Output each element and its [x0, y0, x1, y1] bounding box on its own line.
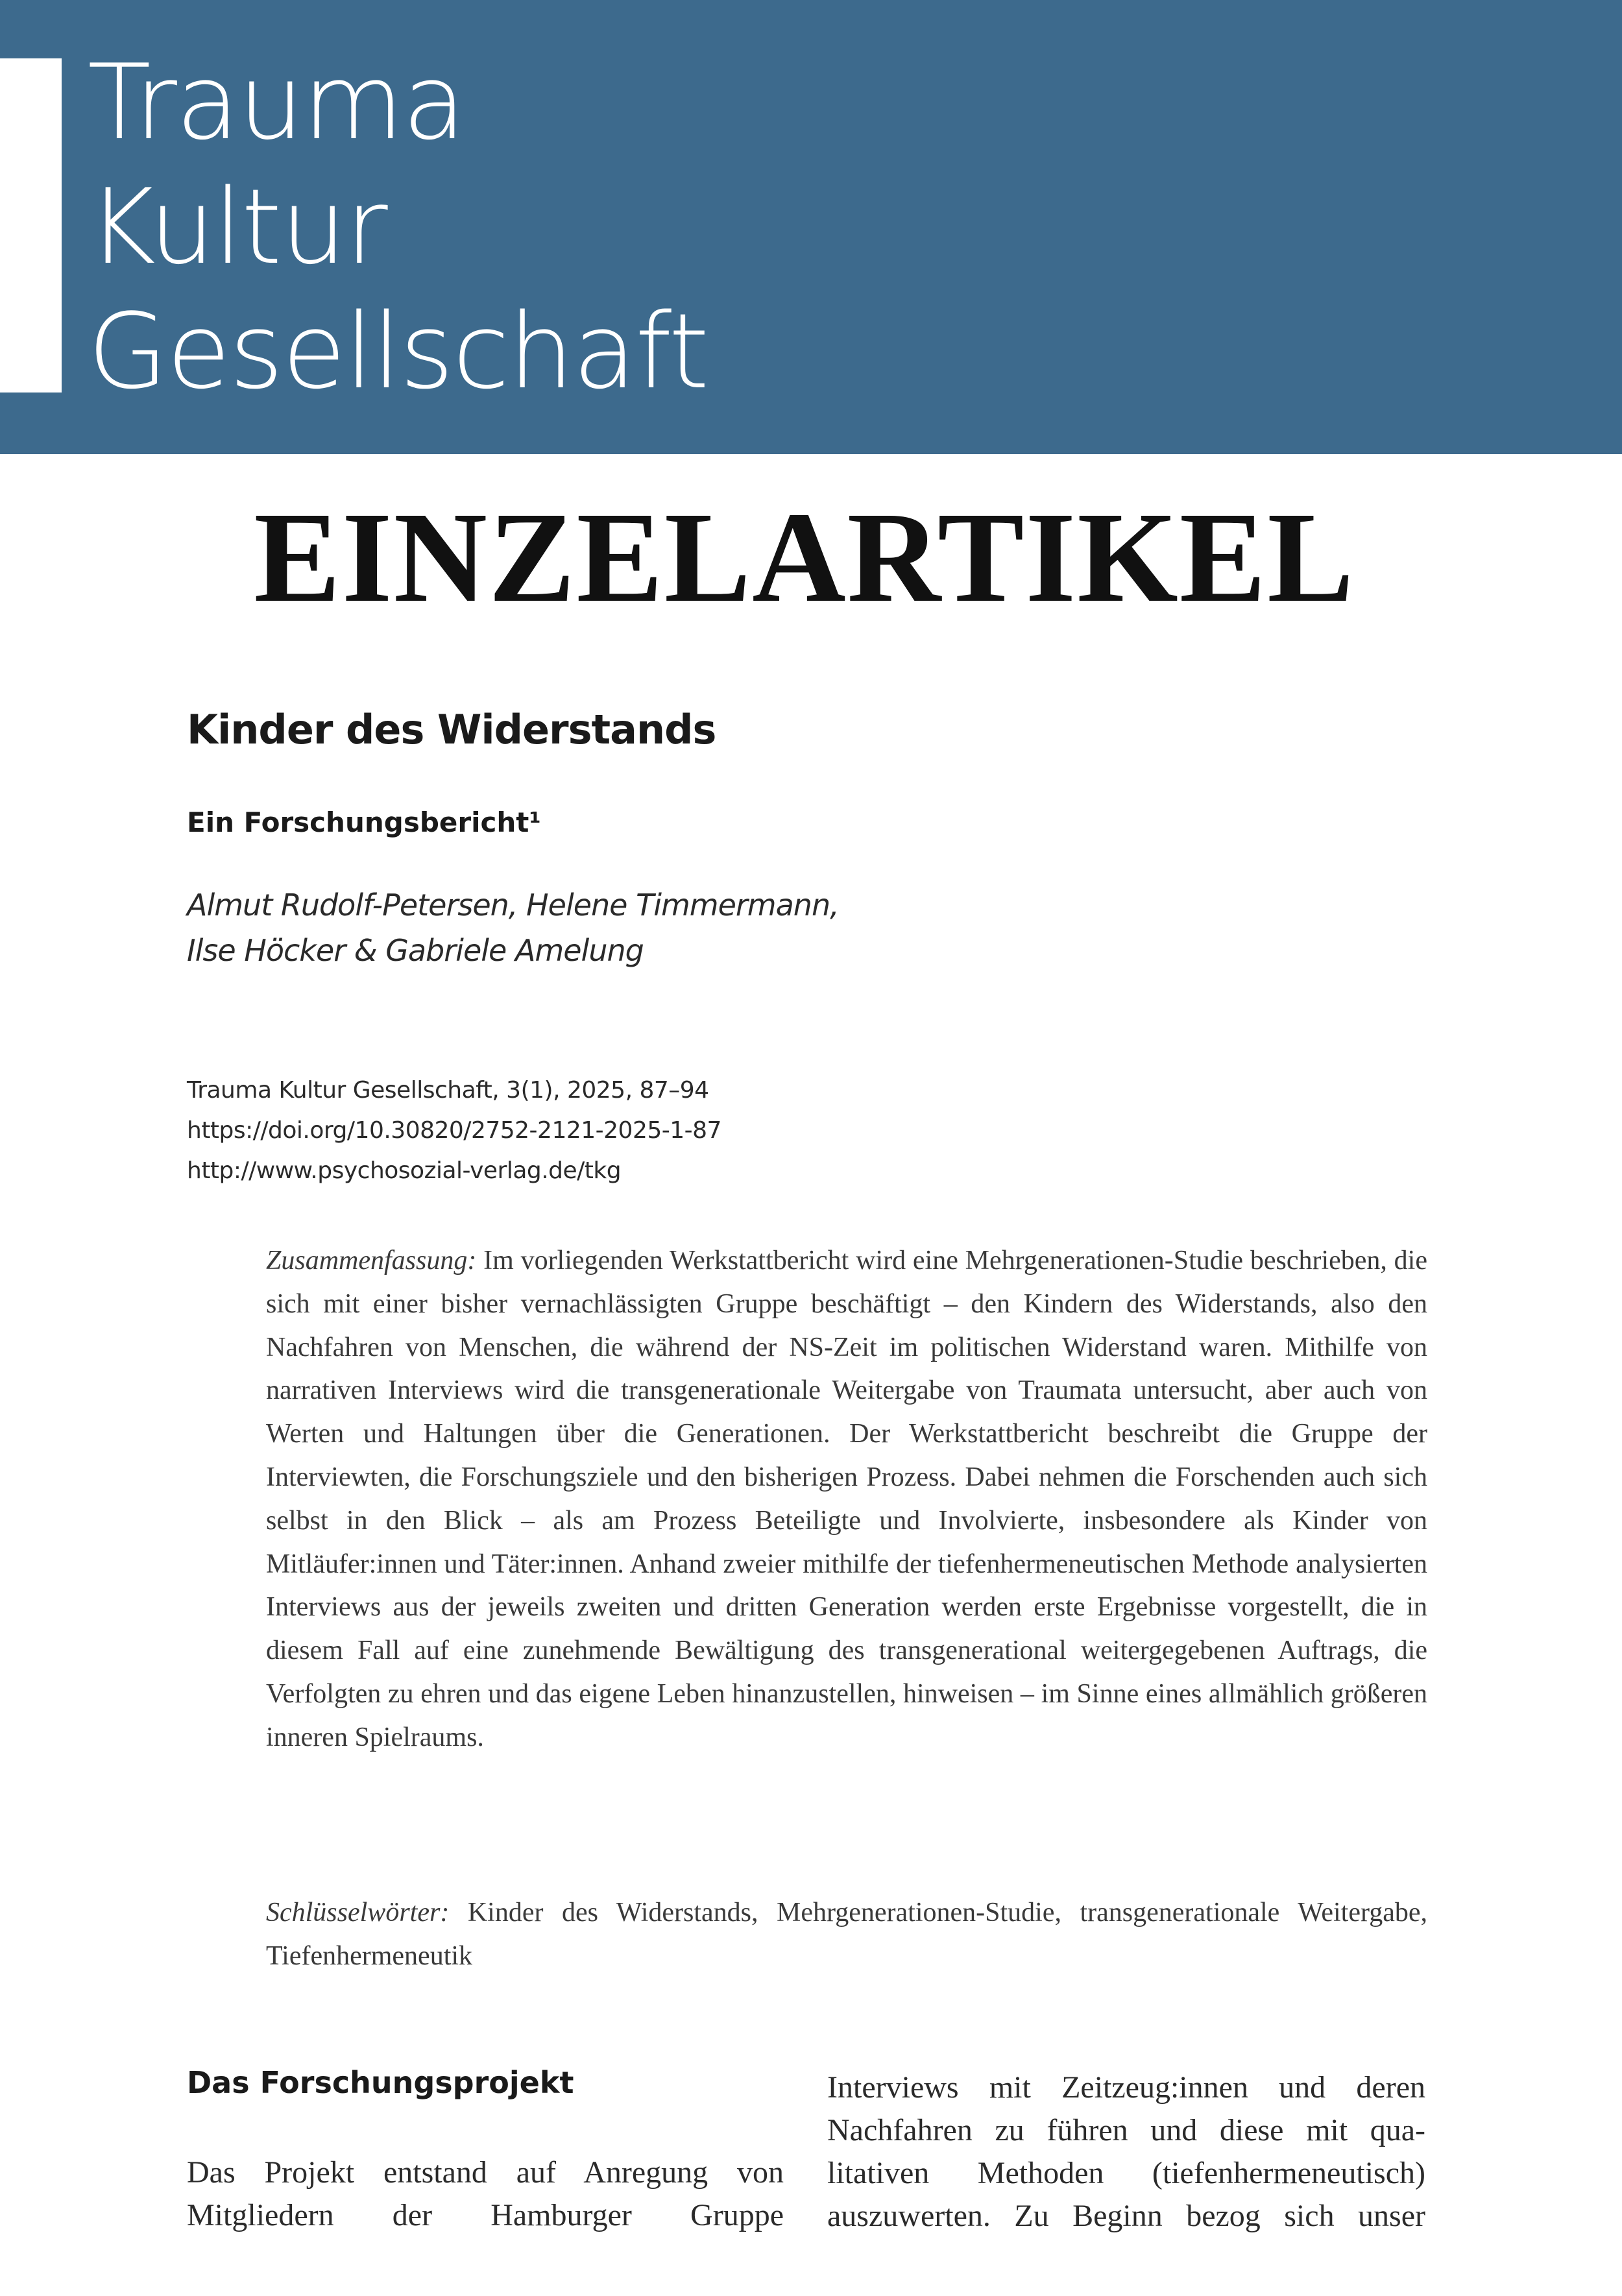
body-line: Das Projekt entstand auf Anregung von — [187, 2155, 784, 2190]
journal-title — [88, 40, 708, 414]
body-line: Interviews mit Zeitzeug:innen und deren — [827, 2070, 1425, 2105]
abstract-text: Im vorliegenden Werkstattbericht wird eine Mehrgenerationen-Studie beschrieben, die sich mit einer bisher vernachlässigten Gruppe beschäftigt – den Kindern des Widerstands, also den Nachfahren von Menschen, die während der NS-Zeit im politischen Widerstand waren. Mithilfe von narrativen Interviews wird die transgenerationale Weitergabe von Traumata untersucht, aber auch von Werten und Haltungen über die Generationen. Der Werkstattbericht beschreibt die Gruppe der Interviewten, die Forschungsziele und den bisherigen Prozess. Dabei nehmen die Forschenden auch sich selbst in den Blick – als am Prozess Beteiligte und Involvierte, insbesondere als Kinder von Mitläufer:innen und Täter:innen. Anhand zweier mithilfe der tiefenhermeneutischen Methode analysierten Interviews aus der jeweils zweiten und dritten Generation werden erste Ergebnisse vorgestellt, die in diesem Fall auf eine zunehmende Bewältigung des transgenerational weitergegebenen Auftrags, die Verfolgten zu ehren und das eigene Leben hinanzustellen, hinweisen – im Sinne eines allmählich größeren inneren Spielraums. — [266, 1246, 1427, 1752]
header-accent-bar — [0, 58, 62, 393]
article-subtitle: Ein Forschungsbericht¹ — [187, 806, 541, 838]
einzelartikel-banner — [0, 480, 1622, 636]
citation-block — [187, 1070, 721, 1191]
body-left-column — [187, 2151, 784, 2237]
body-line: litativen Methoden (tiefenhermeneutisch) — [827, 2156, 1425, 2190]
body-right-column — [827, 2066, 1425, 2238]
journal-title-line: Trauma — [88, 42, 465, 163]
journal-title-line: Kultur — [88, 166, 387, 287]
article-authors — [187, 882, 839, 973]
einzelartikel-banner-text: EINZELARTIKEL — [254, 486, 1355, 629]
abstract — [266, 1239, 1427, 1759]
article-title: Kinder des Widerstands — [187, 706, 716, 753]
section-heading: Das Forschungsprojekt — [187, 2065, 574, 2100]
citation-reference: Trauma Kultur Gesellschaft, 3(1), 2025, 87–94 — [187, 1077, 709, 1104]
keywords — [266, 1891, 1427, 1978]
body-line: Mitgliedern der Hamburger Gruppe — [187, 2198, 784, 2232]
body-line: auszuwerten. Zu Beginn bezog sich unser — [827, 2199, 1425, 2233]
body-line: Nachfahren zu führen und diese mit qua- — [827, 2113, 1425, 2147]
abstract-label: Zusammenfassung: — [266, 1246, 477, 1275]
keywords-text: Kinder des Widerstands, Mehrgenerationen-Studie, transgenerationale Weitergabe, Tiefenhermeneutik — [266, 1898, 1427, 1971]
doi-link[interactable]: https://doi.org/10.30820/2752-2121-2025-1-87 — [187, 1117, 721, 1144]
journal-title-line: Gesellschaft — [88, 291, 708, 412]
author-line: Ilse Höcker & Gabriele Amelung — [187, 933, 644, 968]
author-line: Almut Rudolf-Petersen, Helene Timmermann, — [187, 888, 839, 923]
publisher-link[interactable]: http://www.psychosozial-verlag.de/tkg — [187, 1157, 622, 1184]
keywords-label: Schlüsselwörter: — [266, 1898, 450, 1927]
